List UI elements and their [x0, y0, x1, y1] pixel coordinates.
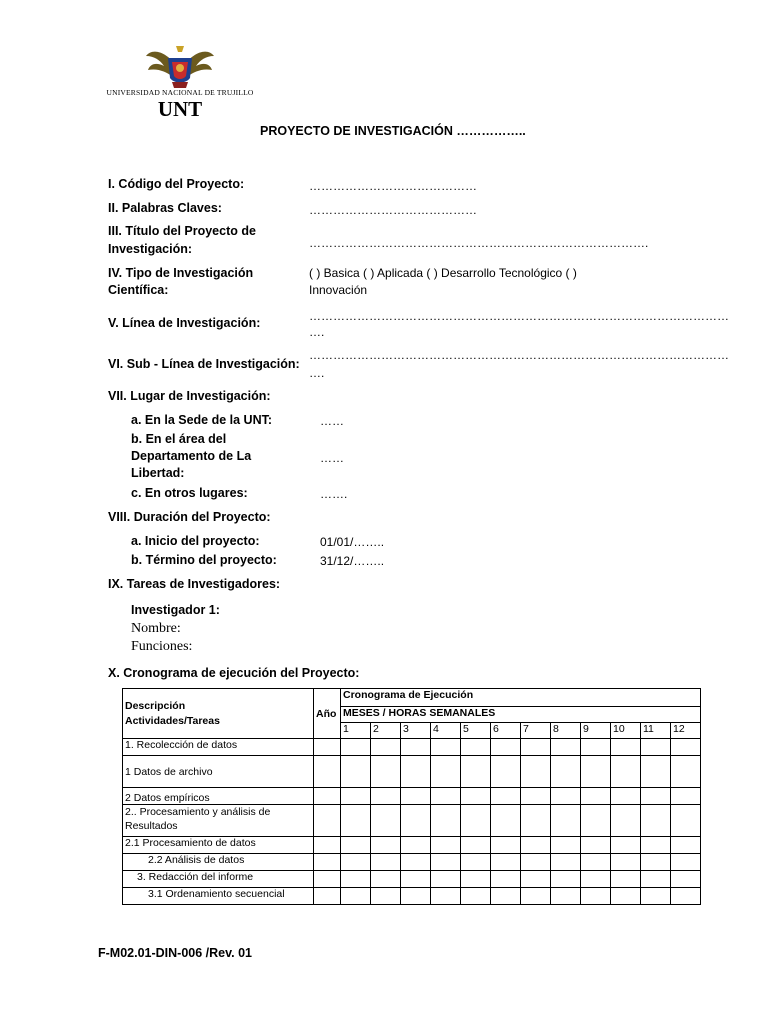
table-header-months: MESES / HORAS SEMANALES — [341, 707, 701, 723]
label-titulo-line2: Investigación: — [108, 242, 193, 256]
value-tipo-line1: ( ) Basica ( ) Aplicada ( ) Desarrollo Tecnológico ( ) — [309, 266, 577, 280]
label-lugar: VII. Lugar de Investigación: — [108, 389, 271, 403]
label-titulo-line1: III. Título del Proyecto de — [108, 224, 256, 238]
month-cell: 5 — [461, 723, 491, 739]
value-palabras-claves: …………………………………… — [309, 203, 477, 217]
table-header-cronograma: Cronograma de Ejecución — [341, 689, 701, 707]
task-cell: 2.. Procesamiento y análisis de Resultados — [123, 805, 314, 837]
value-linea-line2: …. — [309, 325, 325, 339]
label-funciones: Funciones: — [131, 639, 193, 654]
month-cell: 6 — [491, 723, 521, 739]
month-cell: 8 — [551, 723, 581, 739]
label-investigador-1: Investigador 1: — [131, 603, 220, 617]
label-linea: V. Línea de Investigación: — [108, 316, 261, 330]
month-cell: 3 — [401, 723, 431, 739]
label-termino: b. Término del proyecto: — [131, 553, 277, 567]
label-cronograma: X. Cronograma de ejecución del Proyecto: — [108, 666, 360, 680]
document-title: PROYECTO DE INVESTIGACIÓN …………….. — [260, 124, 526, 138]
label-tipo-line2: Científica: — [108, 283, 169, 297]
value-area: …… — [320, 451, 344, 465]
label-otros-lugares: c. En otros lugares: — [131, 486, 248, 500]
table-row — [123, 871, 701, 888]
task-cell: 1. Recolección de datos — [123, 739, 314, 756]
university-logo — [106, 44, 254, 124]
task-cell: 1 Datos de archivo — [123, 756, 314, 788]
value-titulo: …………………………………………………………………………. — [309, 236, 649, 250]
table-row — [123, 854, 701, 871]
month-cell: 1 — [341, 723, 371, 739]
label-area-line2: Departamento de La — [131, 449, 252, 463]
eagle-crest-icon — [106, 44, 254, 90]
label-tareas: IX. Tareas de Investigadores: — [108, 577, 281, 591]
table-row — [123, 756, 701, 788]
table-row — [123, 888, 701, 905]
value-linea-line1: …………………………………………………………………………………………… — [309, 309, 729, 323]
label-inicio: a. Inicio del proyecto: — [131, 534, 260, 548]
form-code-footer: F-M02.01-DIN-006 /Rev. 01 — [98, 946, 252, 960]
task-cell: 3.1 Ordenamiento secuencial — [123, 888, 314, 905]
month-cell: 2 — [371, 723, 401, 739]
table-row — [123, 739, 701, 756]
label-area-line3: Libertad: — [131, 466, 185, 480]
label-duracion: VIII. Duración del Proyecto: — [108, 510, 271, 524]
table-header-year: Año — [314, 689, 341, 739]
logo-acronym: UNT — [157, 97, 203, 121]
label-nombre: Nombre: — [131, 621, 181, 636]
label-palabras-claves: II. Palabras Claves: — [108, 201, 222, 215]
task-cell: 2.1 Procesamiento de datos — [123, 837, 314, 854]
value-otros-lugares: ……. — [320, 487, 348, 501]
label-sub-linea: VI. Sub - Línea de Investigación: — [108, 357, 300, 371]
value-sub-linea-line1: …………………………………………………………………………………………… — [309, 348, 729, 362]
month-cell: 11 — [641, 723, 671, 739]
value-codigo: …………………………………… — [309, 179, 477, 193]
table-header-description-line1: Descripción — [125, 699, 186, 712]
table-row — [123, 805, 701, 837]
value-sub-linea-line2: …. — [309, 366, 325, 380]
table-header-description — [123, 689, 314, 739]
month-cell: 9 — [581, 723, 611, 739]
month-cell: 10 — [611, 723, 641, 739]
task-cell: 3. Redacción del informe — [123, 871, 314, 888]
table-row — [123, 837, 701, 854]
table-header-description-line2: Actividades/Tareas — [125, 714, 220, 727]
value-termino: 31/12/…….. — [320, 554, 385, 568]
task-cell: 2 Datos empíricos — [123, 788, 314, 805]
label-codigo: I. Código del Proyecto: — [108, 177, 245, 191]
value-inicio: 01/01/…….. — [320, 535, 385, 549]
schedule-table — [122, 688, 701, 905]
month-cell: 4 — [431, 723, 461, 739]
logo-university-name: UNIVERSIDAD NACIONAL DE TRUJILLO — [106, 88, 254, 97]
month-cell: 7 — [521, 723, 551, 739]
label-area-line1: b. En el área del — [131, 432, 227, 446]
label-tipo-line1: IV. Tipo de Investigación — [108, 266, 254, 280]
value-tipo-line2: Innovación — [309, 283, 368, 297]
table-row — [123, 788, 701, 805]
task-cell: 2.2 Análisis de datos — [123, 854, 314, 871]
label-sede-unt: a. En la Sede de la UNT: — [131, 413, 273, 427]
month-cell: 12 — [671, 723, 701, 739]
value-sede-unt: …… — [320, 414, 344, 428]
